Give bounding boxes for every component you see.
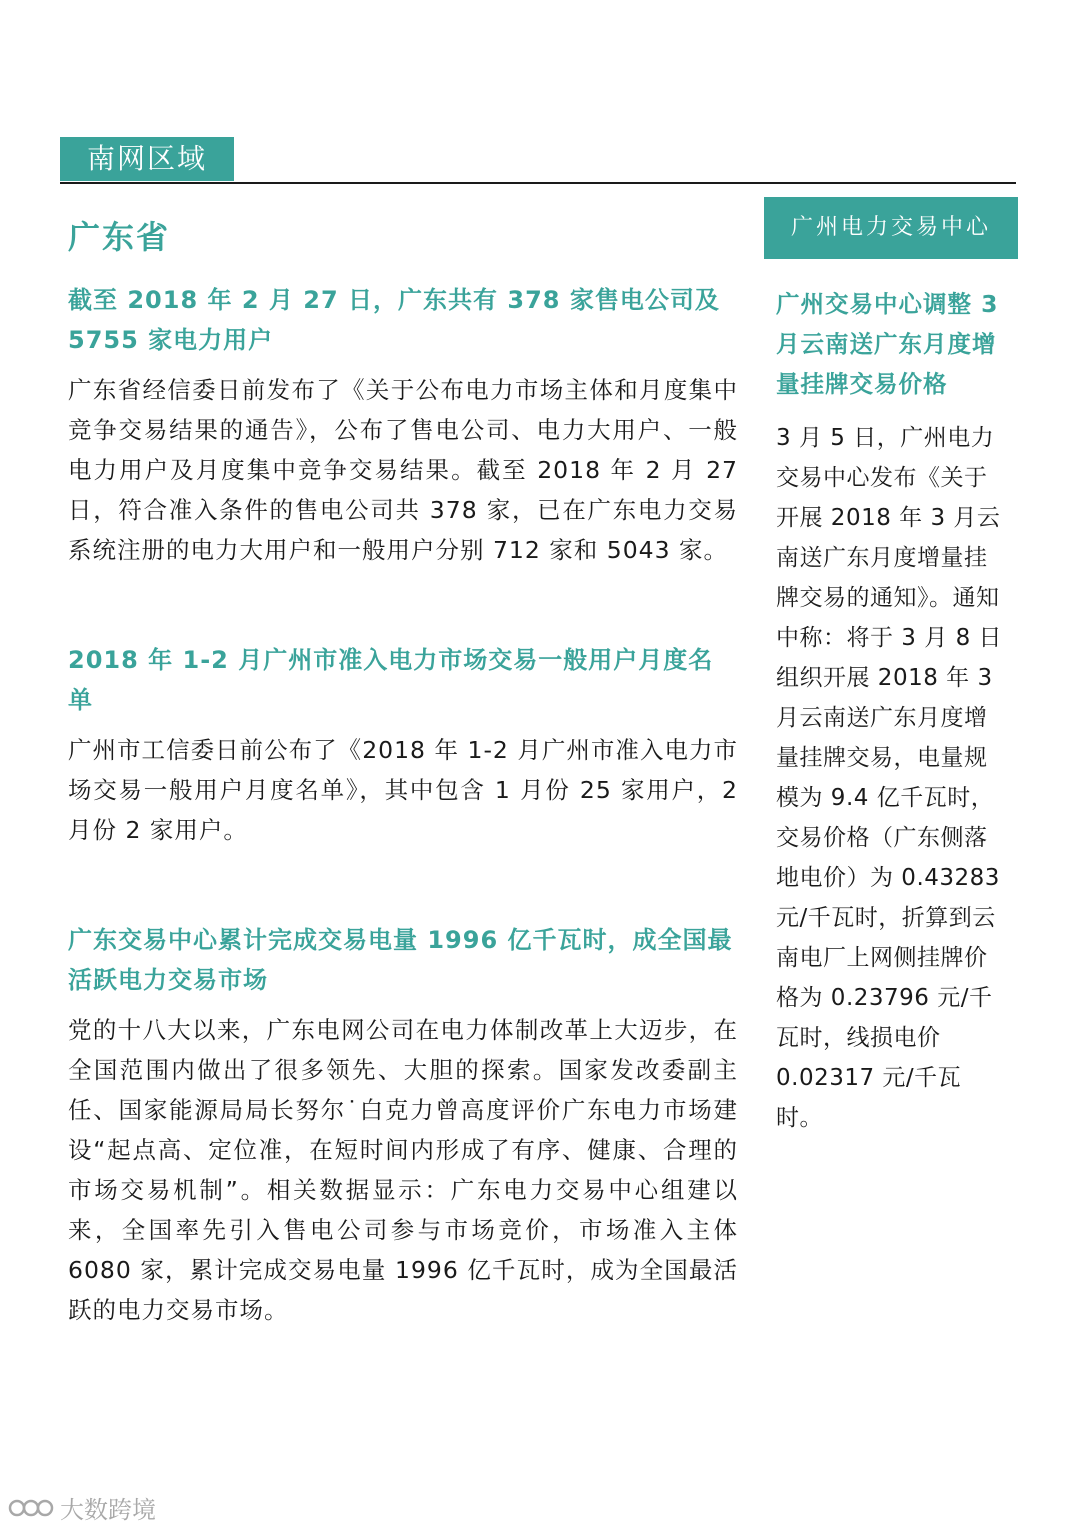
sidebar-label: 广州电力交易中心 [764,197,1018,259]
watermark-text: 大数跨境 [60,1496,156,1524]
main-column [68,280,738,1330]
province-title: 广东省 [68,218,171,256]
sidebar-body: 3 月 5 日，广州电力交易中心发布《关于开展 2018 年 3 月云南送广东月度增量挂牌交易的通知》。通知中称：将于 3 月 8 日组织开展 2018 年 3 月云南送广东月度增量挂牌交易，电量规模为 9.4 亿千瓦时，交易价格（广东侧落地电价）为 0.43283 元/千瓦时，折算到云南电厂上网侧挂牌价格为 0.23796 元/千瓦时，线损电价 0.02317 元/千瓦时。 [776,425,1003,1131]
article-body: 广州市工信委日前公布了《2018 年 1-2 月广州市准入电力市场交易一般用户月度名单》，其中包含 1 月份 25 家用户，2 月份 2 家用户。 [68,736,738,844]
sidebar-column [776,284,1008,1138]
watermark-logo-icon [8,1495,54,1521]
sidebar-headline: 广州交易中心调整 3 月云南送广东月度增量挂牌交易价格 [776,290,999,398]
region-label: 南网区域 [60,137,234,181]
article-body: 广东省经信委日前发布了《关于公布电力市场主体和月度集中竞争交易结果的通告》，公布了售电公司、电力大用户、一般电力用户及月度集中竞争交易结果。截至 2018 年 2 月 27 日，符合准入条件的售电公司共 378 家，已在广东电力交易系统注册的电力大用户和一般用户分别 712 家和 5043 家。 [68,376,738,564]
article-headline: 广东交易中心累计完成交易电量 1996 亿千瓦时，成全国最活跃电力交易市场 [68,926,733,994]
article-body: 党的十八大以来，广东电网公司在电力体制改革上大迈步，在全国范围内做出了很多领先、大胆的探索。国家发改委副主任、国家能源局局长努尔˙白克力曾高度评价广东电力市场建设“起点高、定位准，在短时间内形成了有序、健康、合理的市场交易机制”。相关数据显示：广东电力交易中心组建以来，全国率先引入售电公司参与市场竞价，市场准入主体 6080 家，累计完成交易电量 1996 亿千瓦时，成为全国最活跃的电力交易市场。 [68,1016,738,1324]
article-headline: 2018 年 1-2 月广州市准入电力市场交易一般用户月度名单 [68,646,714,714]
section-divider [60,182,1016,184]
article-headline: 截至 2018 年 2 月 27 日，广东共有 378 家售电公司及 5755 家电力用户 [68,286,720,354]
watermark [8,1490,156,1525]
